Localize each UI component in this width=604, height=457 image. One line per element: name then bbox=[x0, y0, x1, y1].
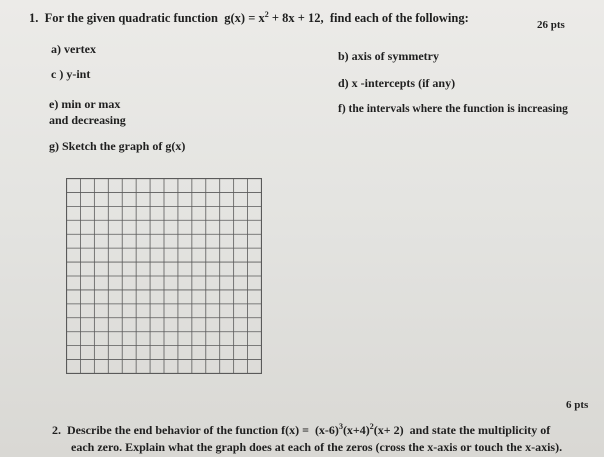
function-rest: + 8x + 12, bbox=[268, 11, 324, 25]
factor-1-exponent: 3 bbox=[338, 422, 343, 431]
problem-1-prompt-suffix: find each of the following: bbox=[329, 11, 469, 25]
factor-2-exponent: 2 bbox=[369, 422, 374, 431]
graph-grid[interactable] bbox=[66, 178, 262, 374]
problem-2-prefix: Describe the end behavior of the function f(x) = bbox=[67, 423, 309, 437]
part-c-y-intercept: c ) y-int bbox=[51, 67, 91, 81]
function-exponent: 2 bbox=[264, 9, 269, 19]
part-f-increasing-intervals: f) the intervals where the function is increasing bbox=[338, 103, 568, 115]
factor-2: (x+4) bbox=[342, 423, 370, 437]
quadratic-function bbox=[224, 11, 323, 25]
factor-3: (x+ 2) bbox=[373, 423, 404, 437]
problem-2-line-1 bbox=[52, 423, 550, 437]
problem-1-number: 1. bbox=[29, 11, 39, 25]
problem-2-points: 6 pts bbox=[566, 399, 589, 411]
factor-1: (x-6) bbox=[314, 423, 339, 437]
graph-grid-lines bbox=[66, 178, 262, 374]
problem-1-points: 26 pts bbox=[537, 19, 565, 31]
part-g-sketch-graph: g) Sketch the graph of g(x) bbox=[49, 139, 186, 153]
polynomial-function bbox=[315, 423, 404, 437]
part-a-vertex: a) vertex bbox=[51, 42, 96, 56]
part-e-decreasing: and decreasing bbox=[49, 113, 126, 127]
problem-1-prompt-prefix: For the given quadratic function bbox=[44, 11, 219, 25]
part-b-axis-of-symmetry: b) axis of symmetry bbox=[338, 49, 439, 63]
problem-2-suffix: and state the multiplicity of bbox=[409, 423, 551, 437]
problem-2-number: 2. bbox=[52, 423, 61, 437]
part-d-x-intercepts: d) x -intercepts (if any) bbox=[338, 76, 456, 90]
part-e-min-or-max: e) min or max bbox=[49, 97, 121, 111]
problem-2-line-2: each zero. Explain what the graph does at each of the zeros (cross the x-axis or touch the x-axis). bbox=[71, 440, 563, 454]
problem-1-prompt bbox=[29, 11, 469, 25]
function-lhs: g(x) = x bbox=[224, 11, 265, 25]
